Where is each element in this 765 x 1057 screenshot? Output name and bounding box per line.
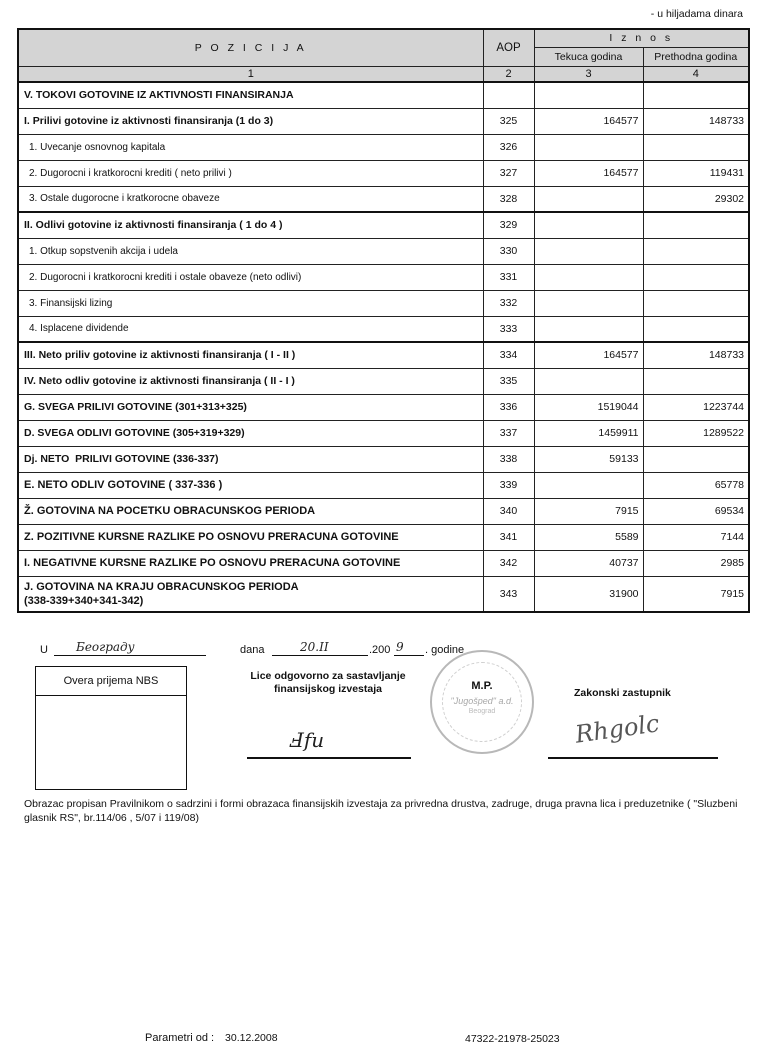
table-row [18,134,749,160]
row-current [534,264,643,290]
header-iznos: I z n o s [534,29,749,47]
nbs-box-title: Overa prijema NBS [36,667,186,696]
table-row [18,394,749,420]
row-current: 40737 [534,550,643,576]
row-current [534,134,643,160]
regulation-note: Obrazac propisan Pravilnikom o sadrzini i formi obrazaca finansijskih izvestaja za privredna drustva, zadruge, druga pravna lica i preduzetnike ( "Sluzbeni glasnik RS", br.114/06 , 5/07 i 119/08) [24,798,738,824]
row-aop: 325 [483,108,534,134]
table-row [18,264,749,290]
table-row [18,446,749,472]
row-previous: 7144 [643,524,749,550]
row-label: II. Odlivi gotovine iz aktivnosti finansiranja ( 1 do 4 ) [18,212,483,238]
row-label: 4. Isplacene dividende [18,316,483,342]
row-previous: 7915 [643,576,749,612]
table-row [18,550,749,576]
row-current: 164577 [534,342,643,368]
table-row [18,420,749,446]
row-aop: 326 [483,134,534,160]
row-label: IV. Neto odliv gotovine iz aktivnosti finansiranja ( II - I ) [18,368,483,394]
row-label: 3. Finansijski lizing [18,290,483,316]
row-label: J. GOTOVINA NA KRAJU OBRACUNSKOG PERIODA (338-339+340+341-342) [18,576,483,612]
row-previous [643,212,749,238]
row-previous [643,368,749,394]
date-day-handwritten: 20.II [300,640,329,654]
row-label: Dj. NETO PRILIVI GOTOVINE (336-337) [18,446,483,472]
row-aop: 329 [483,212,534,238]
legal-rep-label: Zakonski zastupnik [574,687,671,699]
row-current: 59133 [534,446,643,472]
row-current [534,316,643,342]
row-aop: 330 [483,238,534,264]
row-aop: 335 [483,368,534,394]
legal-rep-signature-line [548,757,718,759]
stamp-mp-label: M.P. [471,680,493,692]
table-row [18,472,749,498]
row-aop: 328 [483,186,534,212]
column-number-4: 4 [643,66,749,82]
table-row [18,108,749,134]
table-row [18,576,749,612]
row-aop: 340 [483,498,534,524]
row-label: I. Prilivi gotovine iz aktivnosti finansiranja (1 do 3) [18,108,483,134]
nbs-receipt-box [35,666,187,790]
column-number-3: 3 [534,66,643,82]
row-label: Ž. GOTOVINA NA POCETKU OBRACUNSKOG PERIODA [18,498,483,524]
row-aop: 327 [483,160,534,186]
table-row [18,498,749,524]
row-aop: 333 [483,316,534,342]
row-label: 1. Uvecanje osnovnog kapitala [18,134,483,160]
row-previous: 1223744 [643,394,749,420]
row-label: Z. POZITIVNE KURSNE RAZLIKE PO OSNOVU PRERACUNA GOTOVINE [18,524,483,550]
row-current: 7915 [534,498,643,524]
table-row [18,238,749,264]
row-aop: 341 [483,524,534,550]
table-row [18,186,749,212]
row-label: 2. Dugorocni i kratkorocni krediti ( neto prilivi ) [18,160,483,186]
legal-rep-signature: Rhgolc [573,709,662,749]
row-previous: 2985 [643,550,749,576]
row-previous: 69534 [643,498,749,524]
row-current [534,186,643,212]
row-label: D. SVEGA ODLIVI GOTOVINE (305+319+329) [18,420,483,446]
table-row [18,160,749,186]
row-aop: 336 [483,394,534,420]
year-line [394,640,424,656]
row-aop: 337 [483,420,534,446]
row-label: 1. Otkup sopstvenih akcija i udela [18,238,483,264]
row-previous [643,82,749,108]
row-label: III. Neto priliv gotovine iz aktivnosti finansiranja ( I - II ) [18,342,483,368]
stamp-company: "Jugošped" a.d. [450,696,514,706]
header-pozicija: P O Z I C I J A [18,29,483,66]
row-current [534,212,643,238]
row-current: 31900 [534,576,643,612]
row-previous: 148733 [643,108,749,134]
cash-flow-financing-table [17,28,750,613]
table-row [18,212,749,238]
params-label: Parametri od : [145,1032,215,1044]
row-previous: 29302 [643,186,749,212]
row-previous: 119431 [643,160,749,186]
table-row [18,342,749,368]
table-row [18,290,749,316]
year-handwritten: 9 [396,640,404,654]
row-current [534,82,643,108]
responsible-person-label: Lice odgovorno za sastavljanje finansijskog izvestaja [250,670,406,695]
date-suffix: . godine [425,644,465,656]
row-aop: 332 [483,290,534,316]
row-current: 5589 [534,524,643,550]
row-previous [643,238,749,264]
table-row [18,316,749,342]
date-day-line [272,640,368,656]
row-aop: 331 [483,264,534,290]
row-label: V. TOKOVI GOTOVINE IZ AKTIVNOSTI FINANSIRANJA [18,82,483,108]
row-aop: 339 [483,472,534,498]
row-aop: 334 [483,342,534,368]
row-current [534,290,643,316]
row-current [534,472,643,498]
row-previous [643,446,749,472]
row-previous [643,134,749,160]
row-current: 1459911 [534,420,643,446]
row-previous: 1289522 [643,420,749,446]
row-aop: 338 [483,446,534,472]
header-prethodna-godina: Prethodna godina [643,47,749,66]
row-current [534,238,643,264]
header-tekuca-godina: Tekuca godina [534,47,643,66]
responsible-signature-line [247,757,411,759]
stamp-city: Beograd [468,708,496,715]
place-handwritten: Београду [76,640,135,654]
row-label: E. NETO ODLIV GOTOVINE ( 337-336 ) [18,472,483,498]
row-aop: 342 [483,550,534,576]
row-current: 1519044 [534,394,643,420]
year-prefix: .200 [369,644,391,656]
date-prefix: dana [240,644,265,656]
row-current [534,368,643,394]
row-label: I. NEGATIVNE KURSNE RAZLIKE PO OSNOVU PRERACUNA GOTOVINE [18,550,483,576]
column-number-1: 1 [18,66,483,82]
parameters [145,1032,278,1044]
place-line [54,640,206,656]
row-label: 2. Dugorocni i kratkorocni krediti i ostale obaveze (neto odlivi) [18,264,483,290]
document-code: 47322-21978-25023 [465,1033,560,1045]
date-field [240,640,470,660]
row-current: 164577 [534,160,643,186]
row-previous [643,290,749,316]
company-stamp [430,650,534,754]
place-prefix: U [40,644,48,656]
responsible-signature: Ⅎfu [290,728,325,752]
table-row [18,82,749,108]
row-aop [483,82,534,108]
table-row [18,524,749,550]
table-row [18,368,749,394]
header-aop: AOP [483,29,534,66]
column-number-2: 2 [483,66,534,82]
unit-note: - u hiljadama dinara [650,8,743,20]
row-current: 164577 [534,108,643,134]
params-date: 30.12.2008 [225,1032,278,1044]
row-aop: 343 [483,576,534,612]
row-previous: 65778 [643,472,749,498]
row-label: 3. Ostale dugorocne i kratkorocne obaveze [18,186,483,212]
row-previous: 148733 [643,342,749,368]
row-label: G. SVEGA PRILIVI GOTOVINE (301+313+325) [18,394,483,420]
row-previous [643,316,749,342]
row-previous [643,264,749,290]
